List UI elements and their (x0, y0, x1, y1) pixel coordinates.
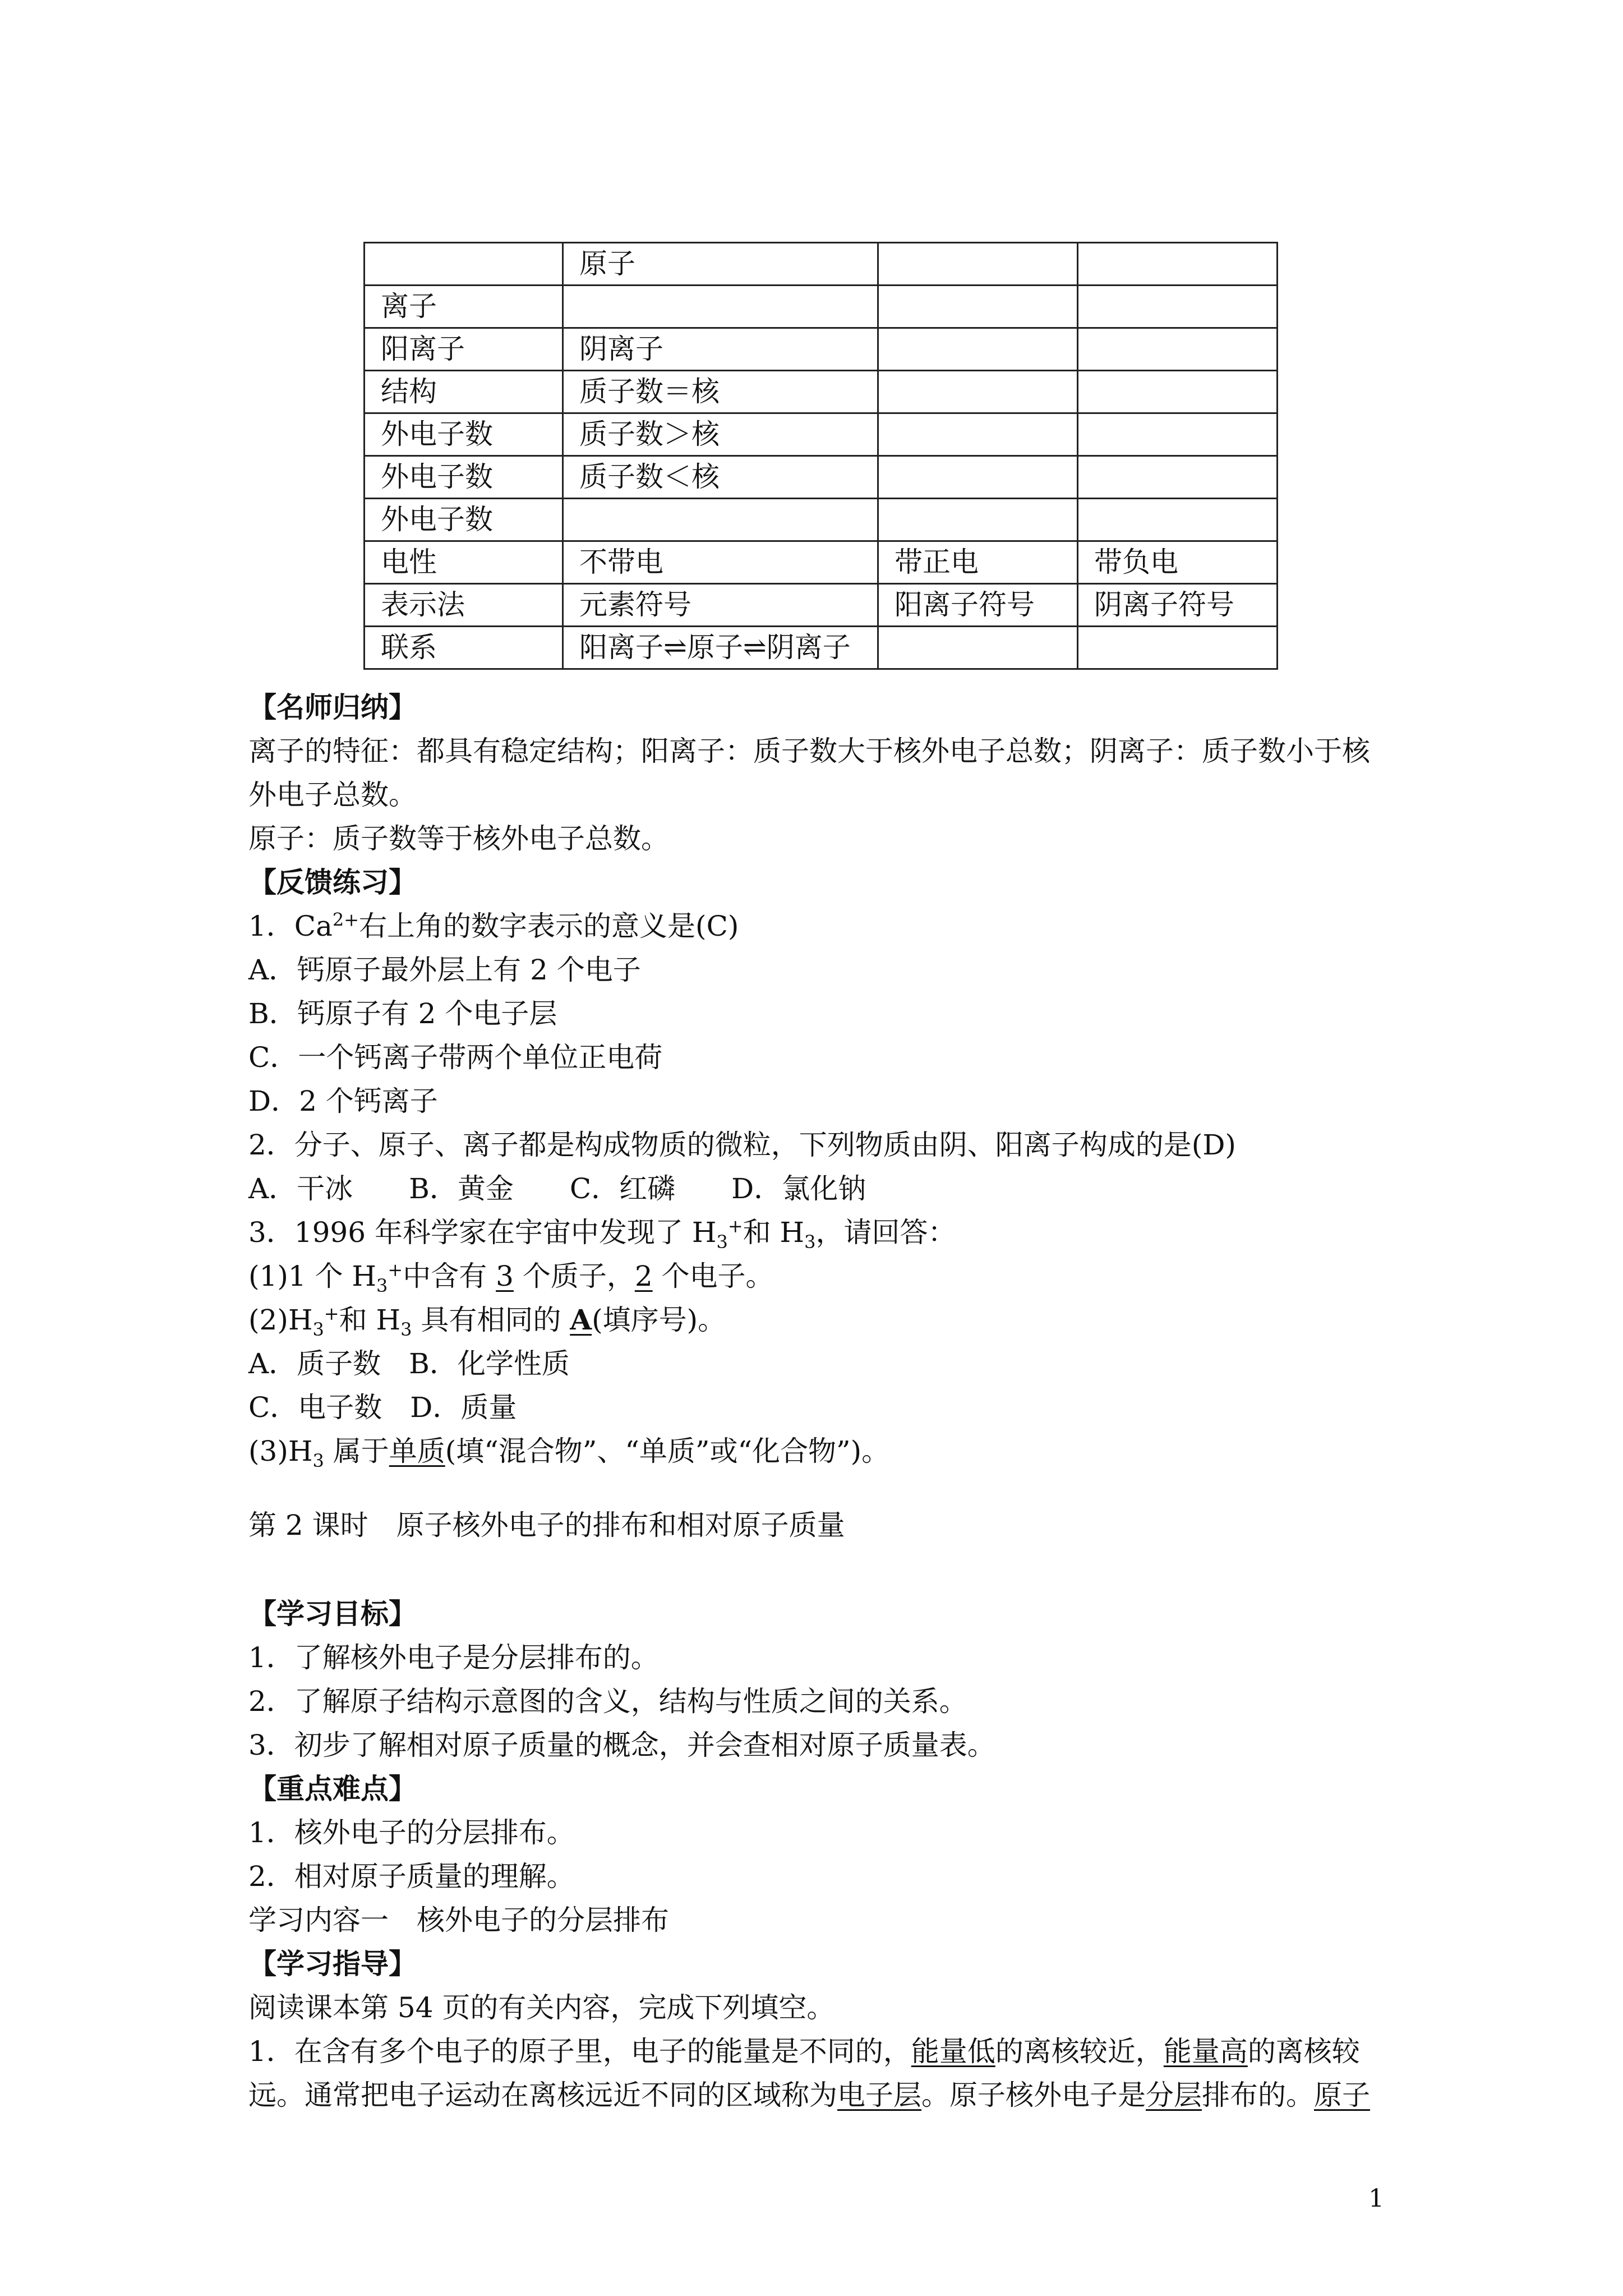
table-cell (1078, 243, 1278, 286)
table-cell: 质子数＜核 (563, 456, 878, 499)
question-3-options: A．质子数 B．化学性质 (248, 1347, 570, 1380)
question-3-part-2: $(2)H_3^+$和 $H_3$ 具有相同的 A(填序号)。 (248, 1303, 726, 1340)
answer-blank: A (570, 1303, 592, 1336)
table-cell (1078, 328, 1278, 371)
question-1-option: A．钙原子最外层上有 2 个电子 (248, 954, 641, 986)
table-row (365, 627, 1278, 669)
table-cell: 联系 (365, 627, 563, 669)
table-cell: 带负电 (1078, 541, 1278, 584)
summary-text-line: 原子：质子数等于核外电子总数。 (248, 822, 669, 855)
answer-blank: 原子 (1314, 2079, 1370, 2111)
answer-blank: 能量高 (1163, 2035, 1248, 2068)
summary-text-line: 外电子总数。 (248, 779, 417, 811)
table-cell: 质子数＝核 (563, 371, 878, 413)
table-cell: 阳离子⇌原子⇌阴离子 (563, 627, 878, 669)
summary-heading: 【名师归纳】 (248, 691, 417, 724)
table-row (365, 456, 1278, 499)
answer-blank: 单质 (389, 1435, 445, 1467)
table-cell: 原子 (563, 243, 878, 286)
table-row (365, 286, 1278, 328)
question-3-part-3: $(3)H_3$ 属于单质(填“混合物”、“单质”或“化合物”)。 (248, 1435, 890, 1471)
question-1-option: B．钙原子有 2 个电子层 (248, 997, 557, 1030)
table-cell (1078, 499, 1278, 541)
table-row (365, 499, 1278, 541)
table-cell (878, 328, 1078, 371)
table-cell (1078, 627, 1278, 669)
table-cell (1078, 413, 1278, 456)
table-cell (878, 456, 1078, 499)
goal-item: 2．了解原子结构示意图的含义，结构与性质之间的关系。 (248, 1685, 967, 1718)
table-row (365, 328, 1278, 371)
atom-ion-comparison-table (363, 242, 1278, 670)
answer-blank: 2 (634, 1260, 653, 1292)
table-cell: 离子 (365, 286, 563, 328)
fill-in-line: 远。通常把电子运动在离核远近不同的区域称为电子层。原子核外电子是分层排布的。原子 (248, 2079, 1370, 2111)
goals-heading: 【学习目标】 (248, 1597, 417, 1630)
table-cell (878, 371, 1078, 413)
table-cell: 表示法 (365, 584, 563, 627)
guide-heading: 【学习指导】 (248, 1947, 417, 1980)
table-cell: 带正电 (878, 541, 1078, 584)
question-2: 2．分子、原子、离子都是构成物质的微粒，下列物质由阴、阳离子构成的是(D) (248, 1129, 1236, 1161)
table-cell: 不带电 (563, 541, 878, 584)
table-cell: 结构 (365, 371, 563, 413)
table-cell: 阴离子 (563, 328, 878, 371)
key-point-item: 2．相对原子质量的理解。 (248, 1860, 575, 1893)
table-cell (878, 413, 1078, 456)
table-cell (563, 286, 878, 328)
table-cell: 阳离子 (365, 328, 563, 371)
key-point-item: 1．核外电子的分层排布。 (248, 1816, 575, 1849)
table-cell (878, 286, 1078, 328)
question-3-options: C．电子数 D．质量 (248, 1391, 517, 1424)
table-row (365, 243, 1278, 286)
table-cell: 外电子数 (365, 456, 563, 499)
table-cell: 质子数＞核 (563, 413, 878, 456)
fill-in-line: 1．在含有多个电子的原子里，电子的能量是不同的，能量低的离核较近，能量高的离核较 (248, 2035, 1360, 2068)
question-3: 3．1996 年科学家在宇宙中发现了 $H_3^+$和 $H_3$，请回答： (248, 1215, 956, 1253)
question-2-options: A．干冰 B．黄金 C．红磷 D．氯化钠 (248, 1172, 866, 1205)
goal-item: 1．了解核外电子是分层排布的。 (248, 1641, 659, 1674)
table-cell: 电性 (365, 541, 563, 584)
section-title: 学习内容一 核外电子的分层排布 (248, 1904, 669, 1936)
question-1: 1．$Ca^{2+}$右上角的数字表示的意义是(C) (248, 909, 739, 942)
table-cell (878, 627, 1078, 669)
table-cell (1078, 456, 1278, 499)
table-cell: 阳离子符号 (878, 584, 1078, 627)
lesson-title: 第 2 课时 原子核外电子的排布和相对原子质量 (248, 1509, 845, 1542)
answer-blank: 分层 (1146, 2079, 1202, 2111)
table-cell: 元素符号 (563, 584, 878, 627)
table-cell: 阴离子符号 (1078, 584, 1278, 627)
table-cell (1078, 286, 1278, 328)
page-number: 1 (1368, 2184, 1384, 2213)
answer-blank: 3 (496, 1260, 514, 1292)
table-row (365, 584, 1278, 627)
table-cell: 外电子数 (365, 413, 563, 456)
table-row (365, 371, 1278, 413)
goal-item: 3．初步了解相对原子质量的概念，并会查相对原子质量表。 (248, 1729, 995, 1761)
exercise-heading: 【反馈练习】 (248, 866, 417, 899)
summary-text-line: 离子的特征：都具有稳定结构；阳离子：质子数大于核外电子总数；阴离子：质子数小于核 (248, 735, 1370, 767)
guide-text: 阅读课本第 54 页的有关内容，完成下列填空。 (248, 1991, 835, 2024)
table-row (365, 541, 1278, 584)
answer-blank: 电子层 (837, 2079, 921, 2111)
key-points-heading: 【重点难点】 (248, 1772, 417, 1805)
table-cell (365, 243, 563, 286)
question-1-option: D．2 个钙离子 (248, 1085, 438, 1117)
table-cell (878, 243, 1078, 286)
table-cell (878, 499, 1078, 541)
table-row (365, 413, 1278, 456)
question-3-part-1: (1)1 个 $H_3^+$中含有 3 个质子，2 个电子。 (248, 1259, 774, 1296)
table-cell (563, 499, 878, 541)
table-cell (1078, 371, 1278, 413)
table-cell: 外电子数 (365, 499, 563, 541)
question-1-option: C．一个钙离子带两个单位正电荷 (248, 1041, 663, 1074)
answer-blank: 能量低 (911, 2035, 995, 2068)
